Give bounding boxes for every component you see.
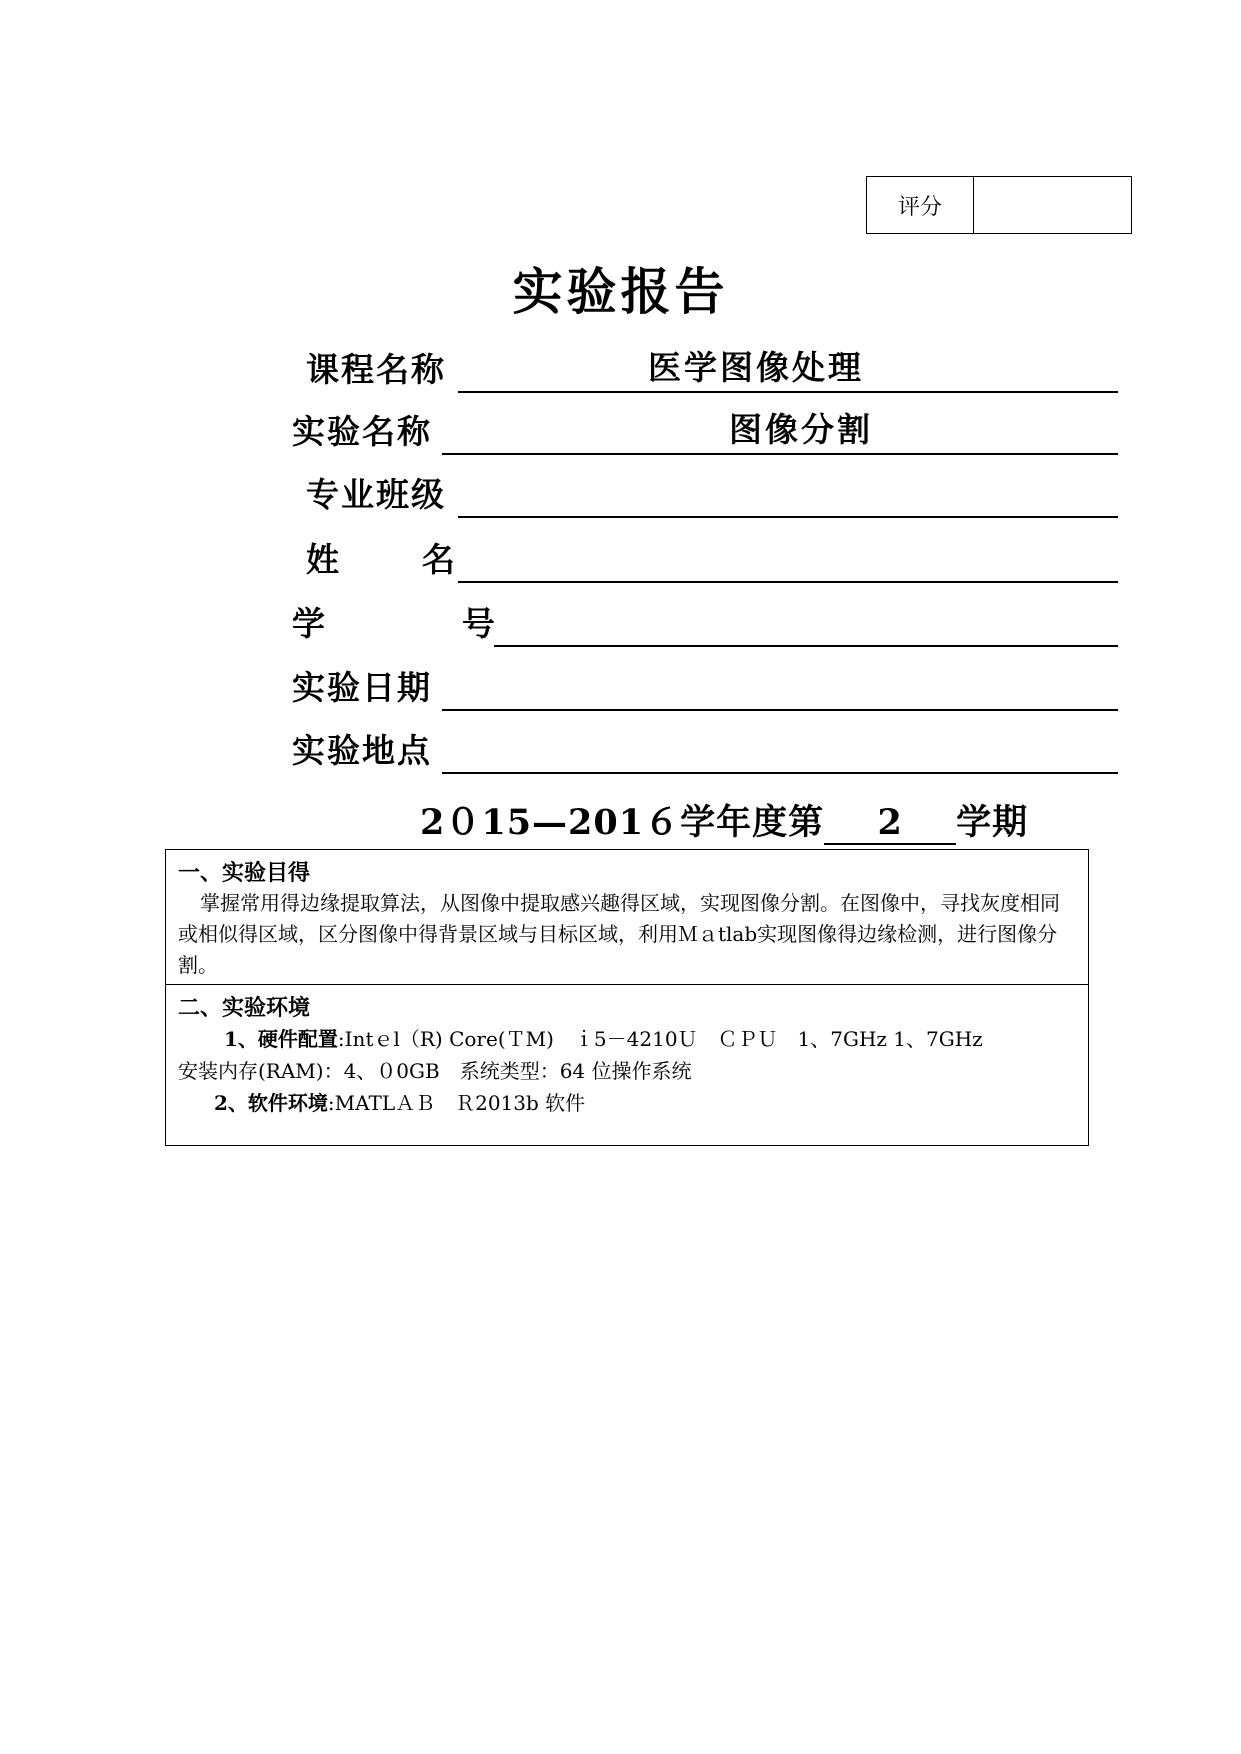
name-underline	[458, 581, 1118, 583]
environment-heading: 二、实验环境	[178, 996, 311, 1021]
term-value[interactable]: 2	[824, 803, 956, 845]
environment-section	[166, 985, 1088, 1145]
date-underline	[442, 709, 1118, 711]
date-label: 实验日期	[292, 668, 432, 707]
name-label: 姓 名	[306, 540, 457, 579]
hardware-text: :Intｅl（R) Core(ＴM) ｉ5－4210Ｕ ＣＰＵ 1、7GHz 1、7GHz	[337, 1027, 983, 1051]
score-label: 评分	[867, 177, 974, 233]
location-row	[292, 724, 1118, 774]
hardware-line	[224, 1023, 983, 1052]
location-label: 实验地点	[292, 731, 432, 770]
experiment-row	[292, 405, 1118, 455]
experiment-value[interactable]: 图像分割	[729, 410, 873, 449]
course-row	[306, 343, 1118, 393]
purpose-heading: 一、实验目得	[178, 861, 311, 886]
software-text: :MATLＡＢ Ｒ2013b 软件	[327, 1091, 586, 1115]
student-id-underline	[494, 645, 1118, 647]
purpose-text: 掌握常用得边缘提取算法，从图像中提取感兴趣得区域，实现图像分割。在图像中，寻找灰度相同或相似得区域，区分图像中得背景区域与目标区域，利用Ｍａtlab实现图像得边缘检测，进行图像分割。	[178, 891, 1060, 977]
term-prefix: 2０15—201６学年度第	[420, 802, 825, 843]
student-id-row	[292, 597, 1118, 647]
course-label: 课程名称	[306, 350, 446, 389]
memory-line: 安装内存(RAM)：4、０0GB 系统类型：64 位操作系统	[178, 1059, 692, 1083]
term-line	[420, 795, 1028, 845]
software-label: 2、软件环境	[214, 1091, 328, 1115]
software-line	[214, 1087, 585, 1116]
course-value[interactable]: 医学图像处理	[648, 348, 864, 387]
student-id-label: 学 号	[292, 604, 497, 643]
major-class-row	[306, 468, 1118, 518]
major-class-underline	[458, 516, 1118, 518]
score-box	[866, 176, 1132, 234]
term-suffix: 学期	[956, 802, 1029, 843]
page-title: 实验报告	[512, 262, 729, 321]
purpose-section	[166, 850, 1088, 985]
location-underline	[442, 772, 1118, 774]
report-table	[165, 849, 1089, 1146]
date-row	[292, 661, 1118, 711]
experiment-label: 实验名称	[292, 412, 432, 451]
course-underline	[458, 391, 1118, 393]
name-row	[306, 533, 1118, 583]
major-class-label: 专业班级	[306, 475, 446, 514]
score-value-field[interactable]	[974, 177, 1131, 233]
hardware-label: 1、硬件配置	[224, 1027, 338, 1051]
experiment-underline	[442, 453, 1118, 455]
